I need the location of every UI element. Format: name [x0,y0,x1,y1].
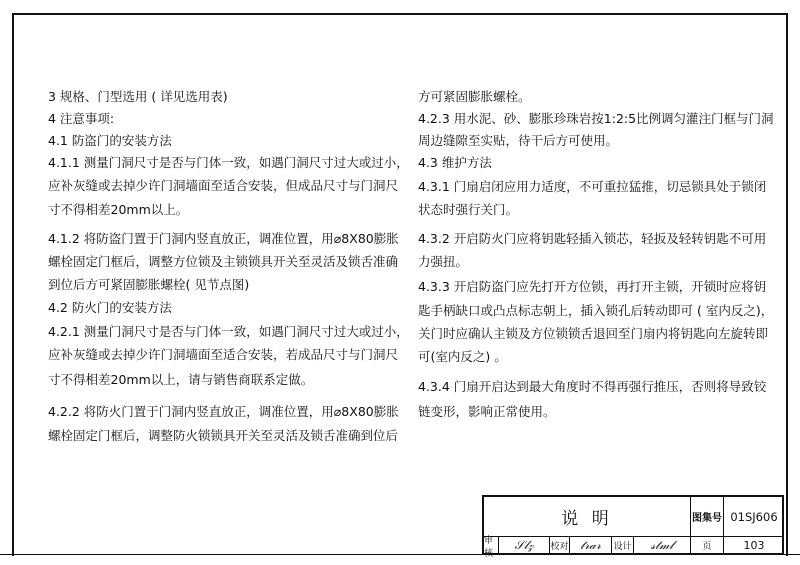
text-line: 4.2.2 将防火门置于门洞内竖直放正，调准位置，用⌀8X80膨胀 [48,404,399,419]
text-line: 状态时强行关门。 [418,202,519,217]
text-line: 4 注意事项: [48,111,115,126]
text-line: 关门时应确认主锁及方位锁锁舌退回至门扇内将钥匙向左旋转即 [418,326,769,341]
atlas-number: 01SJ606 [724,497,784,537]
text-line: 4.1.2 将防盗门置于门洞内竖直放正，调准位置，用⌀8X80膨胀 [48,231,399,246]
check-signature: 𝓉𝓇𝒶𝓇 [570,537,612,554]
text-line: 螺栓固定门框后，调整防火锁锁具开关至灵活及锁舌准确到位后 [48,428,399,443]
text-line: 4.2 防火门的安装方法 [48,300,172,315]
text-line: 周边缝隙至实贴，待干后方可使用。 [418,133,619,148]
text-line: 应补灰缝或去掉少许门洞墙面至适合安装，但成品尺寸与门洞尺 [48,178,399,193]
text-line: 寸不得相差20mm以上。 [48,202,189,217]
text-line: 4.3.3 开启防盗门应先打开方位锁，再打开主锁，开锁时应将钥 [418,279,767,294]
text-line: 4.2.1 测量门洞尺寸是否与门体一致，如遇门洞尺寸过大或过小， [48,324,409,339]
text-line: 3 规格、门型选用 ( 详见选用表) [48,89,228,104]
review-signature: 𝒮𝓁𝓏 [499,537,550,554]
text-line: 4.1.1 测量门洞尺寸是否与门体一致，如遇门洞尺寸过大或过小， [48,155,409,170]
text-line: 螺栓固定门框后，调整方位锁及主锁锁具开关至灵活及锁舌准确 [48,254,399,269]
text-line: 4.3.4 门扇开启达到最大角度时不得再强行推压，否则将导致铰 [418,379,767,394]
drawing-title: 说 明 [484,497,691,537]
text-line: 4.3.1 门扇启闭应用力适度，不可重拉猛推，切忌锁具处于锁闭 [418,179,767,194]
atlas-number-label: 图集号 [691,497,724,537]
text-line: 方可紧固膨胀螺栓。 [418,89,531,104]
text-line: 4.3 维护方法 [418,155,492,170]
text-line: 应补灰缝或去掉少许门洞墙面至适合安装，若成品尺寸与门洞尺 [48,347,399,362]
page-label: 页 [691,537,724,554]
page-number: 103 [743,539,765,552]
text-line: 4.3.2 开启防火门应将钥匙轻插入锁芯，轻扳及轻转钥匙不可用 [418,231,767,246]
review-label: 审核 [484,537,499,554]
text-line: 链变形，影响正常使用。 [418,404,556,419]
design-label: 设计 [612,537,634,554]
text-line: 可(室内反之) 。 [418,349,507,364]
text-line: 4.1 防盗门的安装方法 [48,133,172,148]
title-block [482,495,784,559]
text-line: 寸不得相差20mm以上，请与销售商联系定做。 [48,372,314,387]
text-line: 匙手柄缺口或凸点标志朝上，插入锁孔后转动即可 ( 室内反之)， [418,303,774,318]
text-line: 到位后方可紧固膨胀螺栓( 见节点图) [48,277,250,292]
text-line: 力强扭。 [418,254,469,269]
check-label: 校对 [550,537,570,554]
text-line: 4.2.3 用水泥、砂、膨胀珍珠岩按1:2:5比例调匀灌注门框与门洞 [418,111,774,126]
design-signature: 𝓈𝓉𝓂𝓁 [634,537,691,554]
